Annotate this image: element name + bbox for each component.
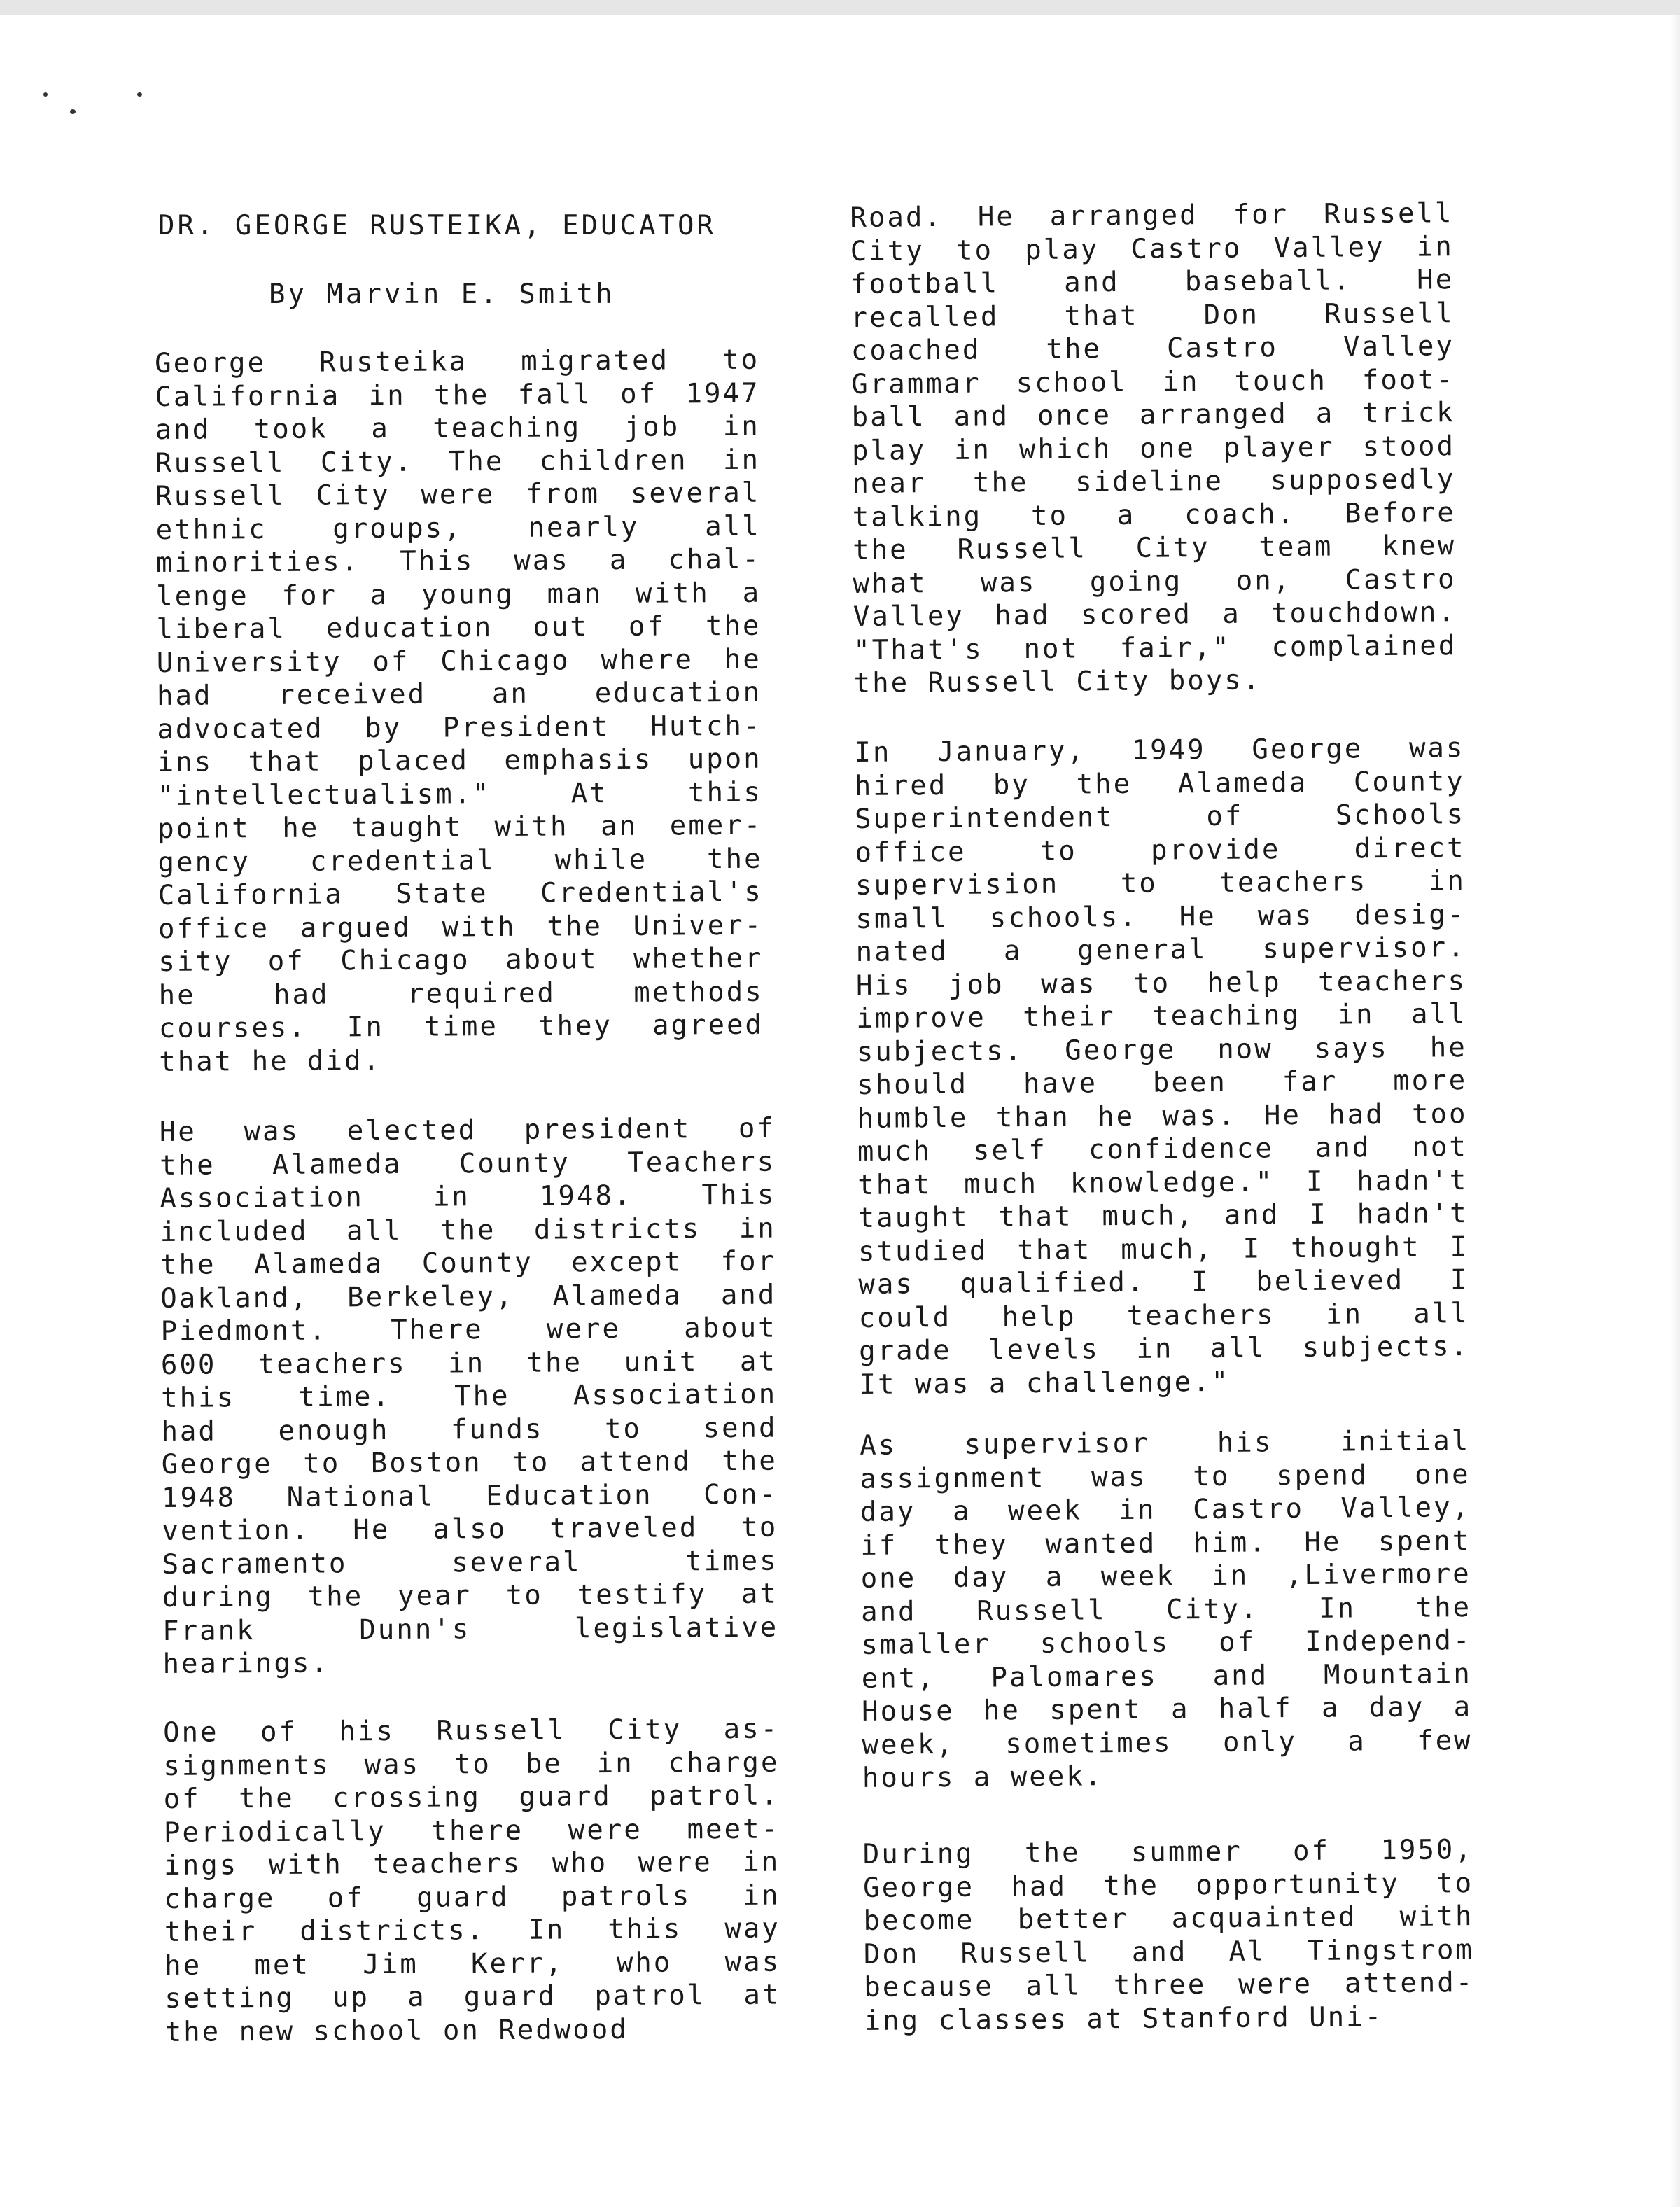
text-line: liberal education out of the (156, 610, 762, 645)
paragraph (160, 1112, 779, 1681)
text-line: recalled that Don Russell (850, 297, 1455, 334)
text-line: It was a challenge." (859, 1366, 1231, 1401)
text-line: George had the opportunity to (863, 1867, 1474, 1904)
text-line: should have been far more (857, 1065, 1468, 1101)
text-line: 600 teachers in the unit at (160, 1345, 778, 1381)
text-line: gency credential while the (158, 843, 763, 878)
article-byline: By Marvin E. Smith (269, 279, 615, 310)
paragraph (163, 1713, 781, 2049)
text-line: ing classes at Stanford Uni- (864, 2001, 1384, 2037)
text-line: Don Russell and Al Tingstrom (863, 1933, 1475, 1970)
text-line: assignment was to spend one (860, 1458, 1471, 1495)
text-line: had enough funds to send (161, 1412, 778, 1448)
paragraph (860, 1424, 1473, 1795)
text-line: Periodically there were meet- (163, 1813, 780, 1849)
text-line: In January, 1949 George was (854, 732, 1465, 769)
text-line: signments was to be in charge (163, 1746, 780, 1782)
text-line: much self confidence and not (857, 1131, 1469, 1168)
text-line: advocated by President Hutch- (157, 710, 762, 745)
text-line: Oakland, Berkeley, Alameda and (160, 1279, 777, 1315)
text-line: one day a week in ,Livermore (860, 1558, 1471, 1595)
text-line: During the summer of 1950, (862, 1834, 1474, 1870)
scan-right-edge (1670, 15, 1680, 2207)
text-line: hearings. (162, 1647, 330, 1680)
text-line: play in which one player stood (851, 430, 1456, 467)
text-line: this time. The Association (161, 1378, 778, 1414)
text-line: become better acquainted with (863, 1900, 1474, 1937)
paragraph (850, 197, 1457, 700)
text-line: what was going on, Castro (853, 563, 1457, 600)
text-line: during the year to testify at (162, 1578, 779, 1613)
text-line: charge of guard patrols in (164, 1879, 780, 1915)
text-line: that much knowledge." I hadn't (858, 1164, 1469, 1201)
text-line: talking to a coach. Before (852, 496, 1456, 533)
text-line: Piedmont. There were about (160, 1312, 777, 1347)
scan-top-band (0, 0, 1680, 15)
text-line: that he did. (159, 1044, 382, 1078)
scan-speck (43, 92, 48, 97)
text-line: studied that much, I thought I (858, 1231, 1469, 1268)
text-line: the Russell City boys. (853, 664, 1262, 699)
text-line: Association in 1948. This (160, 1179, 776, 1214)
text-line: grade levels in all subjects. (858, 1331, 1470, 1367)
text-line: office argued with the Univer- (158, 909, 764, 945)
text-line: 1948 National Education Con- (161, 1478, 778, 1514)
text-line: Russell City. The children in (155, 444, 761, 479)
text-line: One of his Russell City as- (162, 1713, 780, 1749)
text-line: if they wanted him. He spent (860, 1525, 1471, 1562)
text-line: hired by the Alameda County (854, 765, 1465, 802)
text-line: courses. In time they agreed (158, 1009, 764, 1044)
text-line: Superintendent of Schools (855, 799, 1466, 835)
paragraph (854, 731, 1469, 1401)
text-line: Valley had scored a touchdown. (853, 596, 1457, 633)
text-line: included all the districts in (160, 1212, 776, 1248)
paragraph (863, 1833, 1475, 2038)
text-line: ings with teachers who were in (164, 1846, 780, 1882)
text-line: could help teachers in all (858, 1297, 1469, 1334)
scan-speck (137, 92, 142, 97)
text-line: setting up a guard patrol at (164, 1979, 781, 2015)
text-line: coached the Castro Valley (850, 330, 1455, 367)
text-line: His job was to help teachers (855, 965, 1467, 1002)
text-line: was qualified. I believed I (858, 1264, 1469, 1301)
article-title: DR. GEORGE RUSTEIKA, EDUCATOR (158, 210, 716, 241)
text-line: vention. He also traveled to (162, 1511, 778, 1547)
text-line: hours a week. (862, 1760, 1104, 1794)
text-line: As supervisor his initial (860, 1425, 1471, 1462)
text-line: ethnic groups, nearly all (155, 510, 761, 546)
text-line: and took a teaching job in (155, 410, 760, 446)
text-line: the Alameda County except for (160, 1245, 777, 1281)
text-line: Frank Dunn's legislative (162, 1611, 779, 1647)
text-line: taught that much, and I hadn't (858, 1198, 1469, 1234)
text-line: lenge for a young man with a (156, 577, 762, 612)
text-line: George Rusteika migrated to (155, 344, 760, 379)
text-line: improve their teaching in all (856, 998, 1467, 1035)
text-line: because all three were attend- (864, 1967, 1475, 2003)
text-line: their districts. In this way (164, 1912, 780, 1948)
text-line: University of Chicago where he (156, 643, 762, 679)
text-line: ball and once arranged a trick (851, 397, 1455, 433)
text-line: subjects. George now says he (856, 1031, 1467, 1068)
text-line: he had required methods (158, 976, 764, 1011)
text-line: of the crossing guard patrol. (163, 1779, 780, 1815)
text-line: George to Boston to attend the (161, 1445, 778, 1480)
text-line: "That's not fair," complained (853, 629, 1457, 666)
text-line: supervision to teachers in (855, 865, 1466, 902)
text-line: He was elected president of (159, 1112, 776, 1148)
text-line: Road. He arranged for Russell (850, 197, 1454, 234)
text-line: nated a general supervisor. (855, 932, 1466, 968)
text-line: California in the fall of 1947 (155, 377, 760, 413)
text-line: ins that placed emphasis upon (157, 743, 762, 778)
text-line: House he spent a half a day a (862, 1691, 1473, 1728)
text-line: Sacramento several times (162, 1545, 778, 1581)
text-line: the new school on Redwood (164, 2013, 629, 2048)
text-line: sity of Chicago about whether (158, 942, 764, 978)
text-line: had received an education (156, 676, 762, 712)
text-line: and Russell City. In the (860, 1591, 1472, 1628)
text-line: City to play Castro Valley in (850, 230, 1454, 267)
text-line: the Alameda County Teachers (160, 1146, 776, 1182)
text-line: minorities. This was a chal- (155, 543, 762, 579)
text-line: Russell City were from several (155, 477, 761, 512)
text-line: week, sometimes only a few (862, 1724, 1473, 1761)
text-line: California State Credential's (158, 876, 763, 911)
text-line: ent, Palomares and Mountain (861, 1658, 1472, 1695)
scan-speck (70, 109, 76, 114)
text-line: small schools. He was desig- (855, 898, 1466, 935)
text-line: football and baseball. He (850, 264, 1455, 300)
text-line: "intellectualism." At this (157, 776, 763, 812)
text-line: smaller schools of Independ- (861, 1625, 1472, 1661)
text-line: he met Jim Kerr, who was (164, 1946, 781, 1982)
text-line: office to provide direct (855, 832, 1466, 869)
paragraph (155, 344, 764, 1079)
text-line: the Russell City team knew (853, 530, 1457, 566)
text-line: humble than he was. He had too (857, 1098, 1468, 1135)
text-line: near the sideline supposedly (852, 463, 1456, 500)
text-line: point he taught with an emer- (158, 809, 763, 845)
text-line: day a week in Castro Valley, (860, 1492, 1471, 1528)
text-line: Grammar school in touch foot- (851, 363, 1455, 400)
